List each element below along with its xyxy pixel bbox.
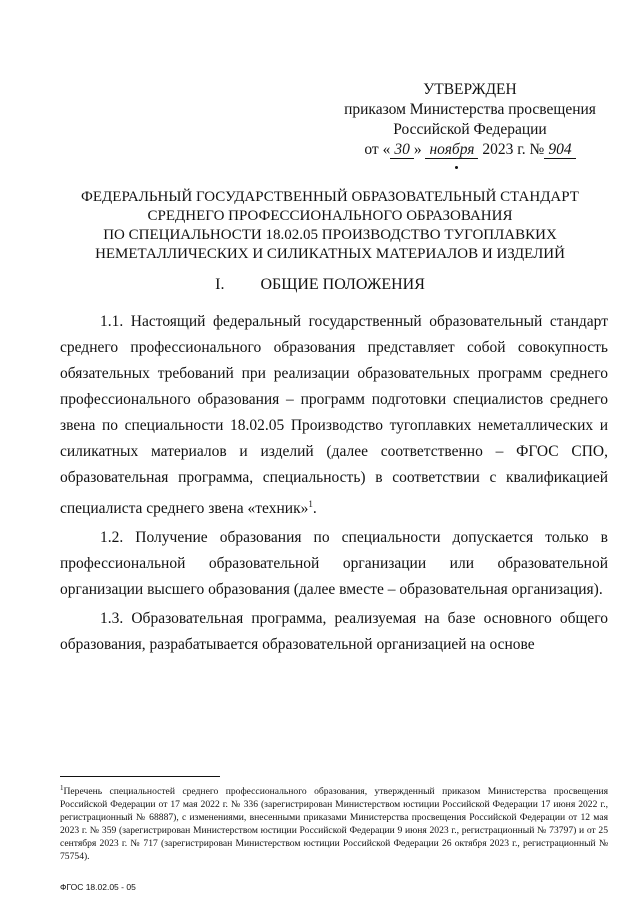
page-code: ФГОС 18.02.05 - 05 xyxy=(60,882,136,892)
body-text xyxy=(60,309,608,661)
paragraph-1-1-end: . xyxy=(312,500,317,518)
footnote-divider xyxy=(60,776,220,777)
approval-title: УТВЕРЖДЕН xyxy=(423,81,517,98)
standard-title-line2: СРЕДНЕГО ПРОФЕССИОНАЛЬНОГО ОБРАЗОВАНИЯ xyxy=(147,208,513,224)
date-day-handwritten: 30 xyxy=(390,141,414,159)
footnote-ref[interactable]: 1 xyxy=(308,499,313,509)
date-year: 2023 г. № xyxy=(482,141,545,158)
date-month-handwritten: ноября xyxy=(425,141,478,159)
footnote-text: Перечень специальностей среднего профессионального образования, утвержденный приказом Министерства просвещения Российской Федерации от 17 мая 2022 г. № 336 (зарегистрирован Министерством юстиции Российской Федерации 17 июня 2022 г., регистрационный № 68887), с изменениями, внесенными приказами Министерства просвещения Российской Федерации от 12 мая 2023 г. № 359 (зарегистрирован Министерством юстиции Российской Федерации 9 июня 2023 г., регистрационный № 73797) и от 25 сентября 2023 г. № 717 (зарегистрирован Министерством юстиции Российской Федерации 26 октября 2023 г., регистрационный № 75754). xyxy=(60,786,608,863)
stray-dot xyxy=(455,166,458,169)
section-title: ОБЩИЕ ПОЛОЖЕНИЯ xyxy=(260,276,425,293)
date-mid: » xyxy=(413,141,422,158)
approval-issuer-line2: Российской Федерации xyxy=(393,121,547,138)
standard-title xyxy=(40,188,620,264)
paragraph-1-1 xyxy=(60,309,608,522)
approval-issuer-line1: приказом Министерства просвещения xyxy=(344,101,596,118)
footnote xyxy=(60,782,608,863)
paragraph-1-3: 1.3. Образовательная программа, реализуемая на базе основного общего образования, разрабатывается образовательной организацией на основе xyxy=(60,610,608,654)
standard-title-line3: ПО СПЕЦИАЛЬНОСТИ 18.02.05 ПРОИЗВОДСТВО ТУГОПЛАВКИХ xyxy=(103,227,557,243)
standard-title-line1: ФЕДЕРАЛЬНЫЙ ГОСУДАРСТВЕННЫЙ ОБРАЗОВАТЕЛЬНЫЙ СТАНДАРТ xyxy=(81,189,579,205)
paragraph-1-2: 1.2. Получение образования по специальности допускается только в профессиональной образовательной организации или образовательной организации высшего образования (далее вместе – образовательная организация). xyxy=(60,529,608,599)
approval-date-line xyxy=(320,140,620,160)
standard-title-line4: НЕМЕТАЛЛИЧЕСКИХ И СИЛИКАТНЫХ МАТЕРИАЛОВ И ИЗДЕЛИЙ xyxy=(95,246,565,262)
paragraph-1-1-text: 1.1. Настоящий федеральный государственный образовательный стандарт среднего профессионального образования представляет собой совокупность обязательных требований при реализации образовательных программ среднего профессионального образования – программ подготовки специалистов среднего звена по специальности 18.02.05 Производство тугоплавких неметаллических и силикатных материалов и изделий (далее соответственно – ФГОС СПО, образовательная программа, специальность) в соответствии с квалификацией специалиста среднего звена «техник» xyxy=(60,313,608,518)
section-heading xyxy=(0,276,640,294)
approval-block xyxy=(320,80,620,160)
footnote-marker: 1 xyxy=(60,784,64,792)
order-number-handwritten: 904 xyxy=(544,141,575,159)
section-number: I. xyxy=(215,276,225,293)
date-prefix: от « xyxy=(364,141,391,158)
